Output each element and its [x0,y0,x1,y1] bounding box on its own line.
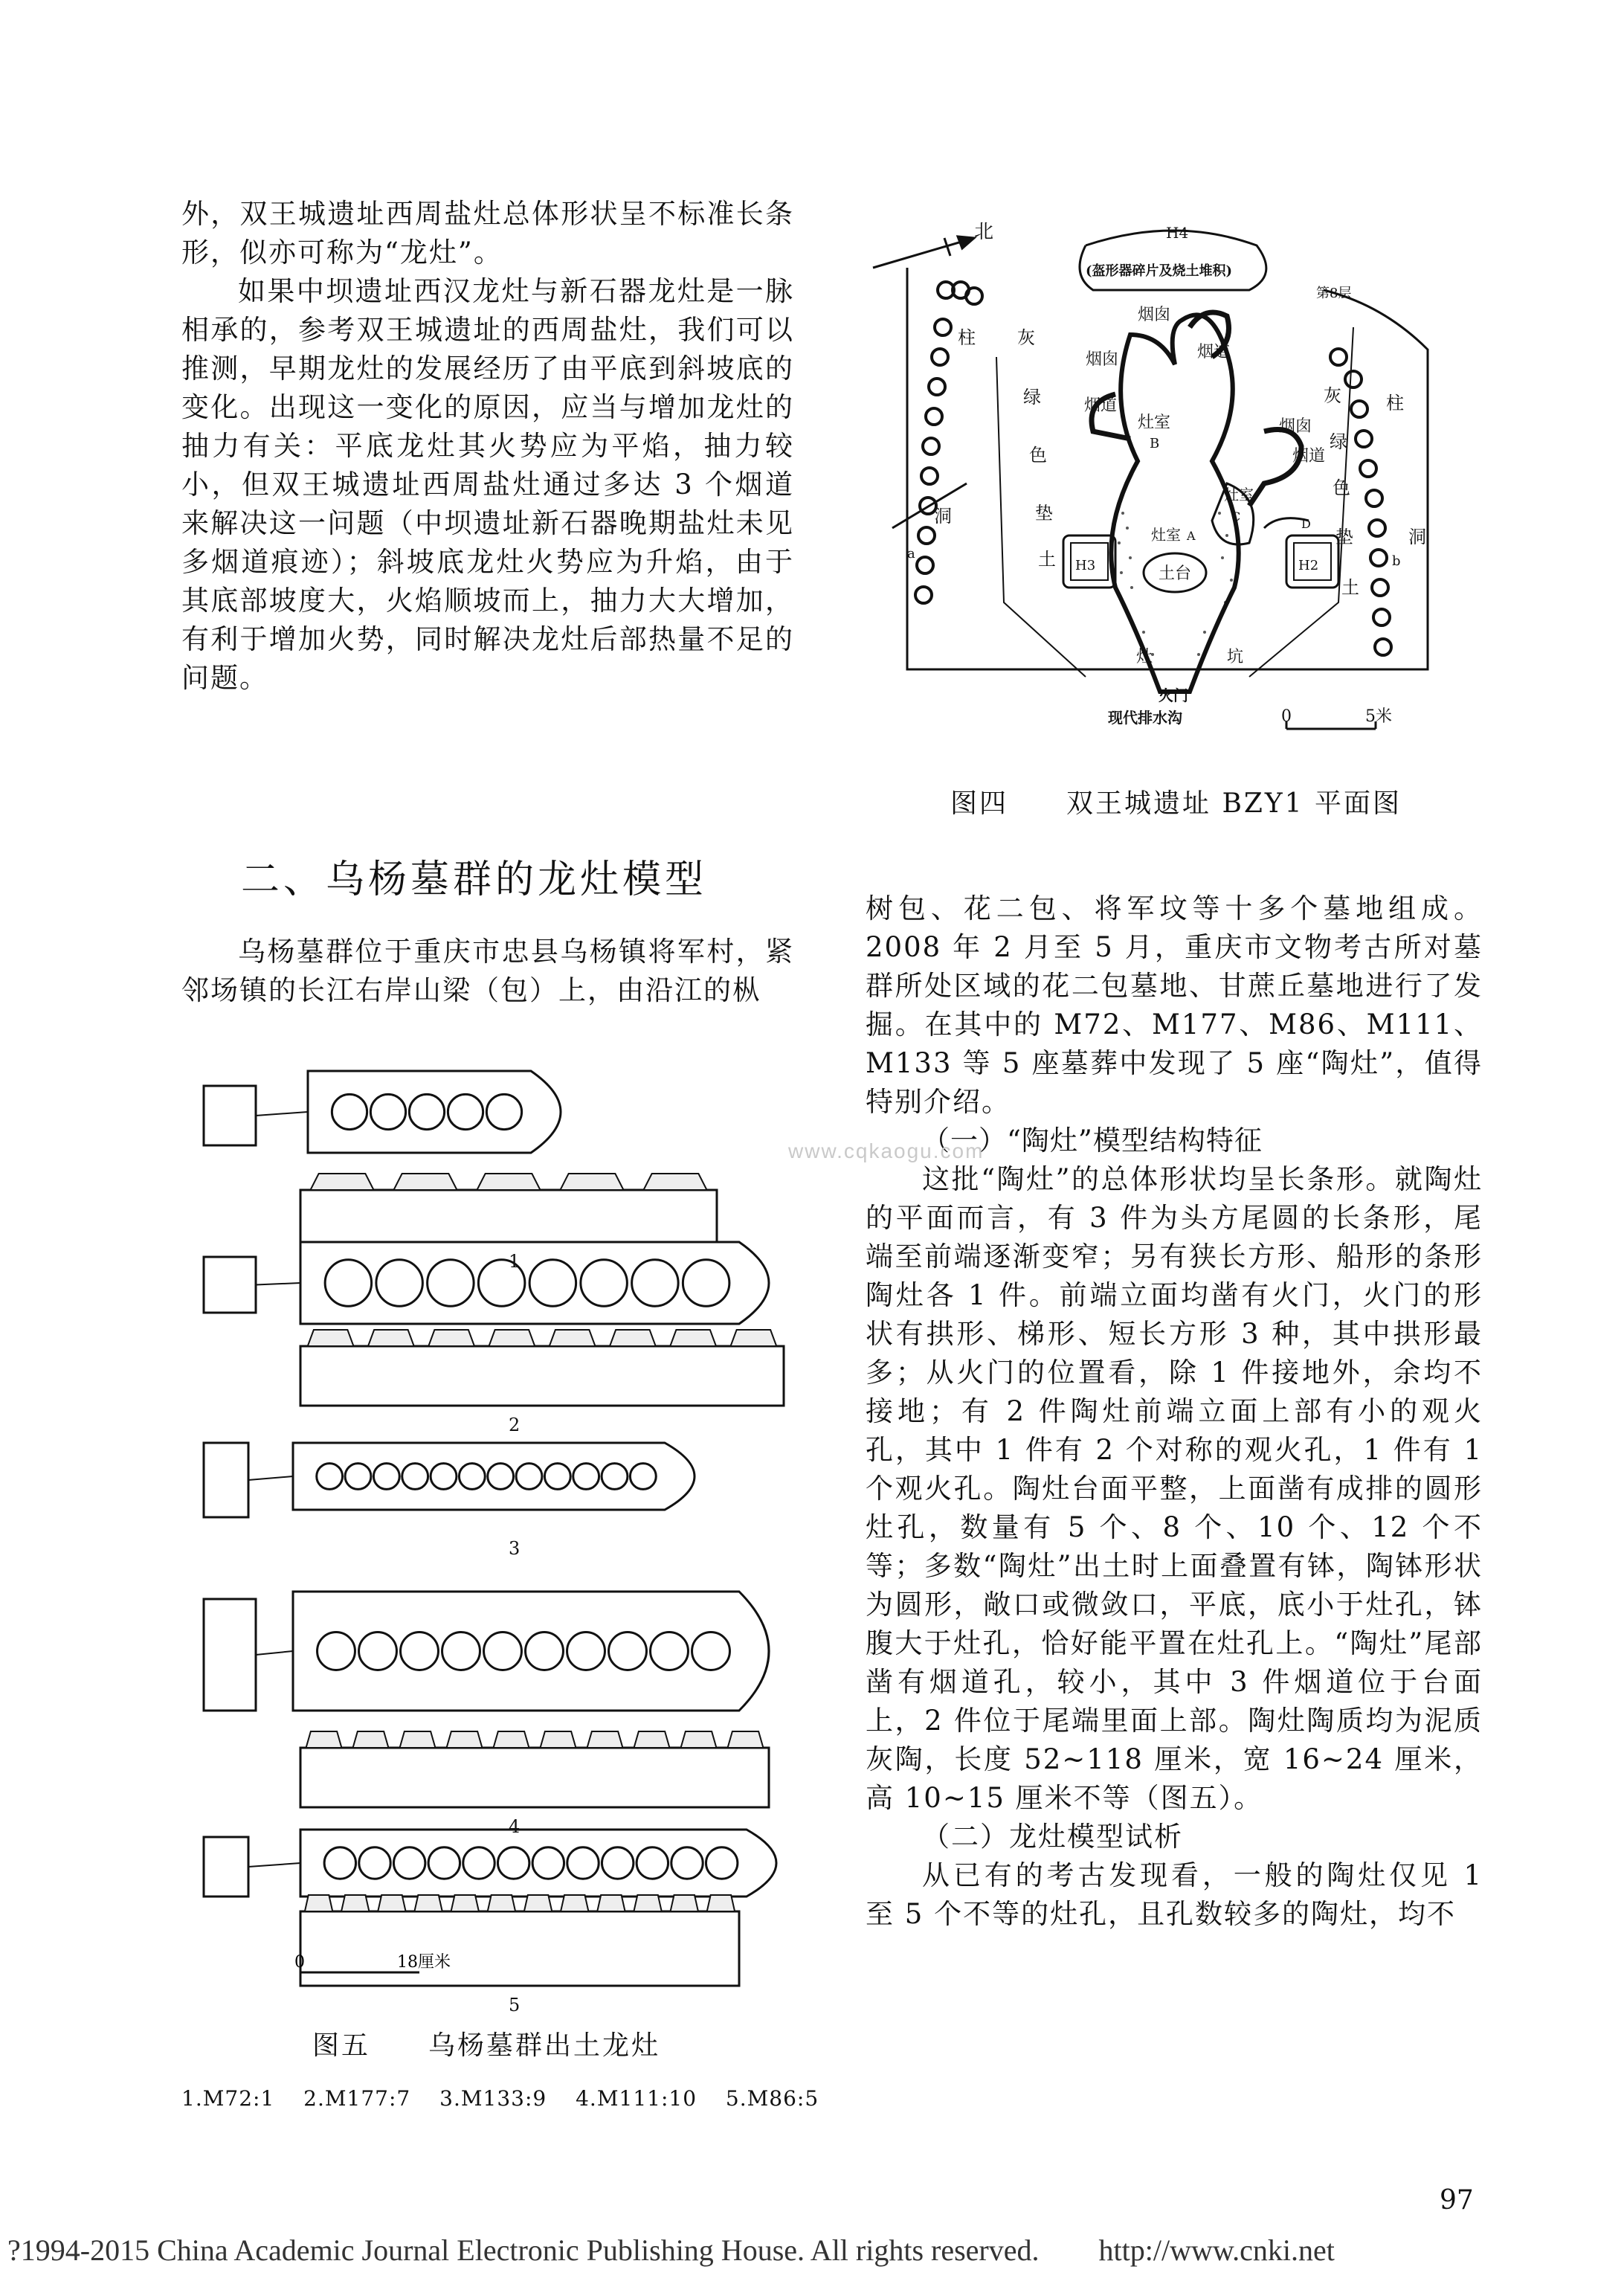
right-paragraph-3: 从已有的考古发现看，一般的陶灶仅见 1 至 5 个不等的灶孔，且孔数较多的陶灶，均不 [866,1859,1483,1930]
stove-5-bowl [707,1895,735,1911]
stove-5-hole [671,1847,703,1879]
stove-3-hole [373,1464,399,1490]
fig4-ash-left-5: 土 [1038,549,1056,570]
fig4-h3: H3 [1075,558,1096,573]
stove-4-bowl [400,1731,436,1748]
stove-1-hole [332,1094,367,1129]
fig5-scale-0: 0 [294,1953,305,1972]
fig4-north: 北 [974,221,994,243]
stove-1-end-view [204,1086,256,1145]
fig4-a-label: A [1187,529,1196,543]
stove-5-bowl [671,1895,698,1911]
page-number: 97 [1440,2185,1474,2216]
stove-2-hole [683,1260,729,1307]
stove-1-bowl [560,1174,623,1190]
stove-5-connector [248,1863,300,1867]
stove-5-hole [428,1847,460,1879]
stove-4-end-view [204,1599,256,1711]
stove-4-bowl [634,1731,670,1748]
stove-3-plan [293,1443,695,1510]
fig4-stove: 灶 [1136,648,1153,666]
stove-4-bowl [587,1731,623,1748]
fig4-h2: H2 [1298,558,1319,573]
stove-5-bowl [561,1895,588,1911]
stove-1-bowl [393,1174,457,1190]
stove-5-bowl [341,1895,369,1911]
stove-5-bowl [414,1895,442,1911]
stove-1-hole [486,1094,521,1129]
stove-2-hole [428,1260,474,1307]
stove-3-hole [431,1464,457,1490]
stove-4-hole [567,1632,605,1670]
stove-2-hole [632,1260,679,1307]
right-column [866,890,1483,1934]
fig4-ash-right-2: 绿 [1330,431,1347,452]
stove-4-connector [256,1651,293,1655]
stove-5-bowl [451,1895,479,1911]
fig4-scale-0: 0 [1281,707,1292,726]
stove-1-bowl [477,1174,540,1190]
fig4-layer8: 第8层 [1316,286,1352,301]
stove-4-hole [359,1632,397,1670]
stove-5-hole [324,1847,355,1879]
stove-4-hole [401,1632,439,1670]
stove-5-bowl [378,1895,405,1911]
right-subheading-1: （一）“陶灶”模型结构特征 [922,1125,1263,1157]
stove-4-hole [692,1632,730,1670]
fig5-scale-label: 18厘米 [397,1953,451,1972]
stove-4-bowl [353,1731,389,1748]
stove-5-hole [393,1847,425,1879]
stove-3-connector [248,1476,293,1480]
stove-3-hole [544,1464,570,1490]
stove-3-hole [345,1464,371,1490]
stove-4-hole [651,1632,689,1670]
fig4-post-left-1: 柱 [958,327,976,348]
stove-5-bowl [305,1895,332,1911]
stove-4-bowl [447,1731,483,1748]
figure4-plan [863,216,1487,736]
stove-3-number: 3 [509,1538,521,1559]
stove-2-bowl [308,1330,354,1346]
left-paragraph-1: 外，双王城遗址西周盐灶总体形状呈不标准长条形，似亦可称为“龙灶”。 [181,198,794,268]
fig4-post-right-2: 洞 [1408,527,1426,547]
stove-4-bowl [494,1731,529,1748]
stove-5-hole [567,1847,599,1879]
stove-1-connector [256,1112,308,1116]
stove-3-hole [317,1464,343,1490]
fig4-flue-left: 烟道 [1084,396,1118,415]
stove-3-hole [630,1464,656,1490]
figure5-caption: 图五 乌杨墓群出土龙灶 [312,2030,661,2061]
stove-3-end-view [204,1443,248,1517]
stove-1-hole [448,1094,483,1129]
right-paragraph-2: 这批“陶灶”的总体形状均呈长条形。就陶灶的平面而言，有 3 件为头方尾圆的长条形，尾端至前端逐渐变窄；另有狭长方形、船形的条形陶灶各 1 件。前端立面均凿有火门，火门的形状有拱形、梯形、短长方形 3 种，其中拱形最多；从火门的位置看，除 1 件接地外，余均不接地；有 2 件陶灶前端立面上部有小的观火孔，其中 1 件有 2 个对称的观火孔，1 件有 1 个观火孔。陶灶台面平整，上面凿有成排的圆形灶孔，数量有 5 个、8 个、10 个、12 个不等；多数“陶灶”出土时上面叠置有钵，陶钵形状为圆形，敞口或微敛口，平底，底小于灶孔，钵腹大于灶孔，恰好能平置在灶孔上。“陶灶”尾部凿有烟道孔，较小，其中 3 件烟道位于台面上，2 件位于尾端里面上部。陶灶陶质均为泥质灰陶，长度 52~118 厘米，宽 16~24 厘米，高 10~15 厘米不等（图五）。 [866,1163,1483,1814]
stove-4-hole [609,1632,647,1670]
stove-2-bowl [670,1330,716,1346]
stove-2-end-view [204,1257,256,1313]
right-subheading-2: （二）龙灶模型试析 [922,1821,1183,1853]
fig4-chimney-b: 烟囱 [1138,306,1171,324]
stove-4-bowl [728,1731,764,1748]
fig4-ash-right-5: 土 [1341,577,1359,598]
stove-2-hole [478,1260,525,1307]
stove-5-hole [359,1847,390,1879]
fig4-drain: 现代排水沟 [1108,709,1182,727]
stove-5-hole [637,1847,668,1879]
stove-1-bowl [643,1174,706,1190]
left-column-lower [181,933,794,1010]
fig4-flue-top: 烟道 [1197,343,1231,361]
left-paragraph-3: 乌杨墓群位于重庆市忠县乌杨镇将军村，紧邻场镇的长江右岸山梁（包）上，由沿江的枞 [181,936,794,1006]
stove-5-bowl [634,1895,661,1911]
fig4-b: B [1150,436,1160,451]
stove-3-hole [488,1464,514,1490]
stove-2-bowl [610,1330,656,1346]
stove-4-bowl [681,1731,717,1748]
stove-4-hole [442,1632,480,1670]
fig4-pit: 坑 [1227,648,1244,666]
fig4-pit-note: (盔形器碎片及烧土堆积) [1086,263,1233,279]
fig4-ash-left-1: 灰 [1017,327,1035,348]
fig4-chamber-c: 灶室 [1224,486,1254,504]
stove-5-bowl [597,1895,625,1911]
fig4-ash-right-3: 色 [1333,477,1350,498]
stove-4-bowl [306,1731,342,1748]
stove-5-bowl [524,1895,552,1911]
stove-2-connector [256,1283,300,1285]
stove-2-number: 2 [509,1415,521,1435]
stove-2-bowl [368,1330,414,1346]
stove-4-hole [484,1632,522,1670]
stove-2-bowl [489,1330,535,1346]
fig4-h4: H4 [1166,224,1189,242]
stove-5-elevation [300,1911,739,1986]
fig4-ash-right-1: 灰 [1324,385,1341,406]
stove-4-elevation [300,1748,769,1807]
footer-text: ?1994-2015 China Academic Journal Electronic Publishing House. All rights reserved. http://www.cnki.net [7,2233,1335,2267]
fig4-ash-left-4: 垫 [1035,503,1053,524]
stove-2-bowl [550,1330,596,1346]
fig4-ash-left-2: 绿 [1023,387,1041,408]
right-paragraph-1: 树包、花二包、将军坟等十多个墓地组成。2008 年 2 月至 5 月，重庆市文物考古所对墓群所处区域的花二包墓地、甘蔗丘墓地进行了发掘。在其中的 M72、M177、M86、M111、M133 等 5 座墓葬中发现了 5 座“陶灶”，值得特别介绍。 [866,892,1483,1118]
stove-5-hole [532,1847,564,1879]
stove-5-number: 5 [509,1995,521,2016]
stove-4-plan [293,1592,769,1711]
stove-1-bowl [310,1174,373,1190]
stove-3-hole [516,1464,542,1490]
stove-4-hole [526,1632,564,1670]
stove-2-hole [376,1260,423,1307]
fig4-ash-left-3: 色 [1029,445,1047,466]
figure5-models [196,1056,806,2016]
stove-2-hole [325,1260,372,1307]
fig4-chamber-a: 灶室 [1151,526,1181,544]
fig4-chimney-right: 烟囱 [1279,417,1312,436]
watermark: www.cqkaogu.com [788,1139,985,1162]
fig4-fire-door: 火门 [1159,686,1188,704]
stove-1-hole [409,1094,444,1129]
fig4-post-right-1: 柱 [1386,393,1404,414]
fig4-scale-5: 5米 [1365,707,1392,726]
stove-5-bowl [488,1895,515,1911]
fig4-ash-right-4: 垫 [1335,527,1353,547]
stove-3-hole [602,1464,628,1490]
stove-4-number: 4 [509,1816,521,1837]
figure5-drawing [196,1056,806,2016]
stove-3-hole [459,1464,485,1490]
stove-3-hole [573,1464,599,1490]
stove-1-hole [370,1094,405,1129]
stove-3-hole [402,1464,428,1490]
stove-5-hole [463,1847,494,1879]
stove-2-elevation [300,1346,784,1406]
stove-4-hole [318,1632,355,1670]
stove-5-hole [497,1847,529,1879]
stove-5-hole [706,1847,737,1879]
fig4-b-small: b [1392,553,1401,569]
figure4-caption: 图四 双王城遗址 BZY1 平面图 [950,788,1402,819]
left-column [181,195,794,698]
stove-1-elevation [300,1190,717,1242]
fig4-d: D [1301,517,1311,531]
fig4-a: a [907,546,915,562]
stove-2-hole [529,1260,576,1307]
fig4-flue-right: 烟道 [1292,447,1326,466]
stove-4-bowl [541,1731,576,1748]
figure4-drawing [863,216,1487,736]
figure5-subcaption: 1.M72:1 2.M177:7 3.M133:9 4.M111:10 5.M86:5 [181,2086,819,2111]
stove-2-bowl [428,1330,474,1346]
left-paragraph-2: 如果中坝遗址西汉龙灶与新石器龙灶是一脉相承的，参考双王城遗址的西周盐灶，我们可以推测，早期龙灶的发展经历了由平底到斜坡底的变化。出现这一变化的原因，应当与增加龙灶的抽力有关：平底龙灶其火势应为平焰，抽力较小，但双王城遗址西周盐灶通过多达 3 个烟道来解决这一问题（中坝遗址新石器晚期盐灶未见多烟道痕迹）；斜坡底龙灶火势应为升焰，由于其底部坡度大，火焰顺坡而上，抽力大大增加，有利于增加火势，同时解决龙灶后部热量不足的问题。 [181,275,794,694]
stove-1-number: 1 [509,1251,521,1272]
stove-5-hole [602,1847,633,1879]
fig4-chimney-left: 烟囱 [1086,350,1119,369]
fig4-post-left-2: 洞 [934,506,952,527]
stove-5-end-view [204,1837,248,1897]
section-heading: 二、乌杨墓群的龙灶模型 [241,858,708,902]
fig4-chamber-b: 灶室 [1138,414,1171,432]
fig4-c: C [1231,509,1241,524]
stove-2-bowl [731,1330,777,1346]
stove-2-hole [581,1260,628,1307]
fig4-earth-platform: 土台 [1159,564,1192,583]
